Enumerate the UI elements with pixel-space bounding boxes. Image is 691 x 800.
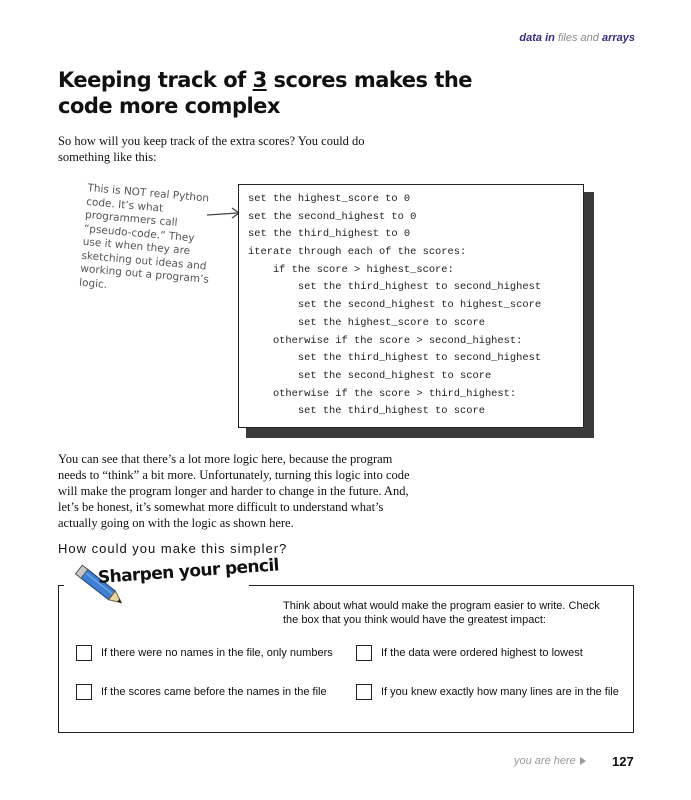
running-header-part-files: files	[557, 32, 578, 44]
pseudocode-line: iterate through each of the scores:	[248, 246, 467, 259]
pseudocode-line: if the score > highest_score:	[248, 263, 454, 276]
pseudocode-line: set the second_highest to highest_score	[248, 299, 542, 312]
option-known-line-count[interactable]	[356, 684, 619, 700]
pseudocode-line: set the third_highest to second_highest	[248, 352, 542, 365]
pseudocode-line: otherwise if the score > third_highest:	[248, 387, 517, 400]
option-no-names[interactable]	[76, 645, 333, 661]
section-title	[58, 67, 478, 119]
running-header-part-data-in: data in	[519, 32, 555, 44]
option-label: If the data were ordered highest to lowest	[381, 647, 583, 659]
handwritten-annotation: This is NOT real Python code. It’s what programmers call “pseudo-code.” They use it when they are sketching out ideas and working out a program’s logic.	[78, 182, 210, 291]
pseudocode-line: set the third_highest to 0	[248, 228, 411, 241]
running-header	[519, 32, 635, 44]
option-label: If the scores came before the names in the file	[101, 686, 327, 698]
question-heading: How could you make this simpler?	[58, 541, 288, 556]
pseudocode-line: set the third_highest to score	[248, 405, 485, 418]
checkbox[interactable]	[76, 645, 92, 661]
intro-paragraph: So how will you keep track of the extra scores? You could do something like this:	[58, 134, 365, 164]
pseudocode-line: set the second_highest to 0	[248, 210, 417, 223]
title-number: 3	[252, 68, 267, 92]
checkbox[interactable]	[356, 684, 372, 700]
pseudocode-line: set the highest_score to score	[248, 316, 485, 329]
checkbox[interactable]	[356, 645, 372, 661]
pseudocode-line: set the second_highest to score	[248, 369, 492, 382]
pseudocode-line: set the third_highest to second_highest	[248, 281, 542, 294]
exercise-title: Sharpen your pencil	[97, 555, 280, 588]
pseudocode-box	[238, 184, 584, 428]
pseudocode-line: set the highest_score to 0	[248, 193, 411, 205]
pseudocode-line: otherwise if the score > second_highest:	[248, 334, 523, 347]
checkbox[interactable]	[76, 684, 92, 700]
exercise-instructions: Think about what would make the program easier to write. Check the box that you think would have the greatest impact:	[283, 600, 600, 626]
running-header-part-arrays: arrays	[601, 32, 635, 44]
you-are-here-arrow-icon	[580, 757, 586, 765]
option-label: If there were no names in the file, only numbers	[101, 647, 333, 659]
body-paragraph: You can see that there’s a lot more logic here, because the program needs to “think” a bit more. Unfortunately, turning this logic into code will make the program longer and harder to change in the future. And, let’s be honest, it’s somewhat more difficult to understand what’s actually going on with the logic as shown here.	[58, 452, 410, 530]
title-text-before: Keeping track of	[58, 68, 253, 92]
page-number: 127	[612, 754, 634, 769]
option-scores-first[interactable]	[76, 684, 327, 700]
title-text-after: scores makes the code more complex	[58, 68, 473, 118]
option-ordered-data[interactable]	[356, 645, 583, 661]
running-header-part-and: and	[580, 32, 599, 44]
pseudocode-lines	[239, 185, 583, 421]
you-are-here-label: you are here	[514, 755, 576, 767]
option-label: If you knew exactly how many lines are in the file	[381, 686, 619, 698]
